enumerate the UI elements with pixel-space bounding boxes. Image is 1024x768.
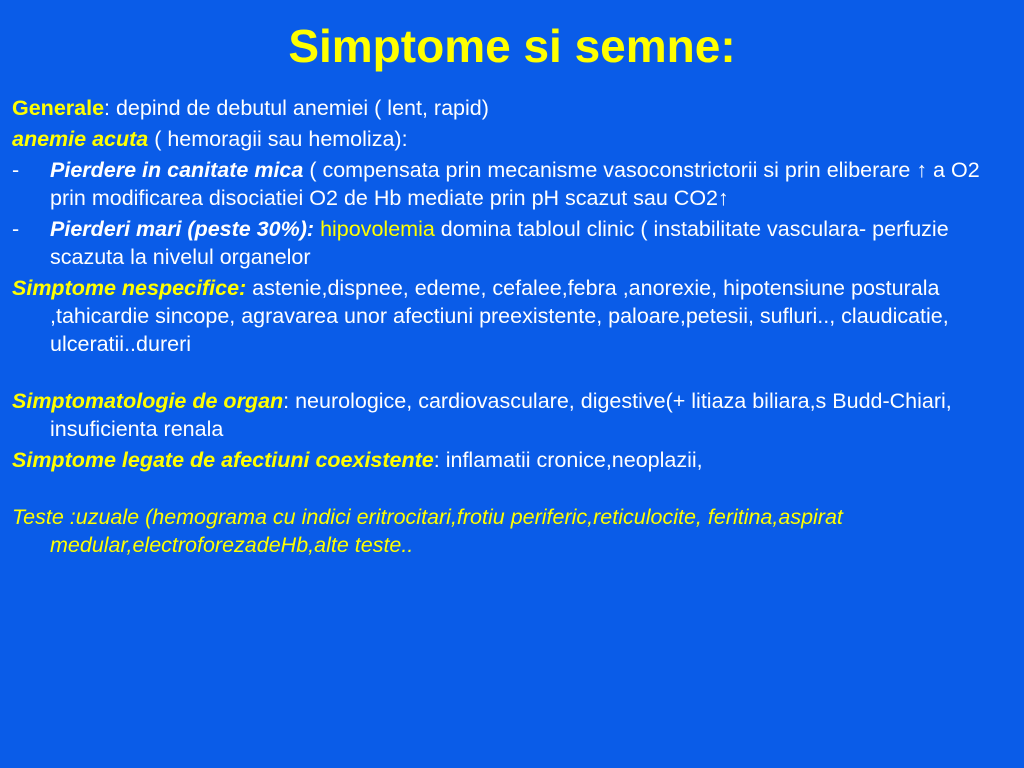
spacer xyxy=(12,477,1012,503)
simptomatologie-organ-line xyxy=(12,387,1012,443)
teste-line xyxy=(12,503,1012,559)
simptome-nespecifice-text: astenie,dispnee, edeme, cefalee,febra ,anorexie, hipotensiune posturala ,tahicardie sincope, agravarea unor afectiuni preexistente, paloare,petesii, sufluri.., claudicatie, ulceratii..dureri xyxy=(50,276,949,356)
pierdere-mica-text: ( compensata prin mecanisme vasoconstrictorii si prin eliberare ↑ a O2 prin modificarea disociatiei O2 de Hb mediate prin pH scazut sau CO2↑ xyxy=(50,158,980,210)
anemie-acuta-line xyxy=(12,125,1012,153)
simptome-nespecifice-label: Simptome nespecifice: xyxy=(12,276,247,300)
simptomatologie-organ-label: Simptomatologie de organ xyxy=(12,389,284,413)
afectiuni-coexistente-line xyxy=(12,446,1012,474)
slide-title: Simptome si semne: xyxy=(288,20,736,72)
pierderi-mari-line xyxy=(12,215,1012,271)
generale-label: Generale xyxy=(12,96,105,120)
pierdere-mica-label: Pierdere in canitate mica xyxy=(50,158,304,182)
simptome-nespecifice-line xyxy=(12,274,1012,358)
spacer xyxy=(12,361,1012,387)
simptomatologie-organ-text: : neurologice, cardiovasculare, digestive(+ litiaza biliara,s Budd-Chiari, insuficienta renala xyxy=(50,389,952,441)
afectiuni-coexistente-text: : inflamatii cronice,neoplazii, xyxy=(433,448,703,472)
anemie-acuta-text: ( hemoragii sau hemoliza): xyxy=(148,127,408,151)
dash-bullet: - xyxy=(12,158,20,182)
pierderi-mari-label: Pierderi mari (peste 30%): xyxy=(50,217,315,241)
pierderi-mari-highlight: hipovolemia xyxy=(314,217,435,241)
pierdere-mica-line xyxy=(12,156,1012,212)
dash-bullet: - xyxy=(12,217,20,241)
slide-content xyxy=(12,94,1012,562)
anemie-acuta-label: anemie acuta xyxy=(12,127,149,151)
pierderi-mari-text: domina tabloul clinic ( instabilitate vasculara- perfuzie scazuta la nivelul organelor xyxy=(50,217,949,269)
generale-line xyxy=(12,94,1012,122)
teste-text: Teste :uzuale (hemograma cu indici eritrocitari,frotiu periferic,reticulocite, feritina,aspirat medular,electroforezadeHb,alte teste.. xyxy=(12,505,843,557)
generale-text: : depind de debutul anemiei ( lent, rapid) xyxy=(104,96,489,120)
afectiuni-coexistente-label: Simptome legate de afectiuni coexistente xyxy=(12,448,434,472)
